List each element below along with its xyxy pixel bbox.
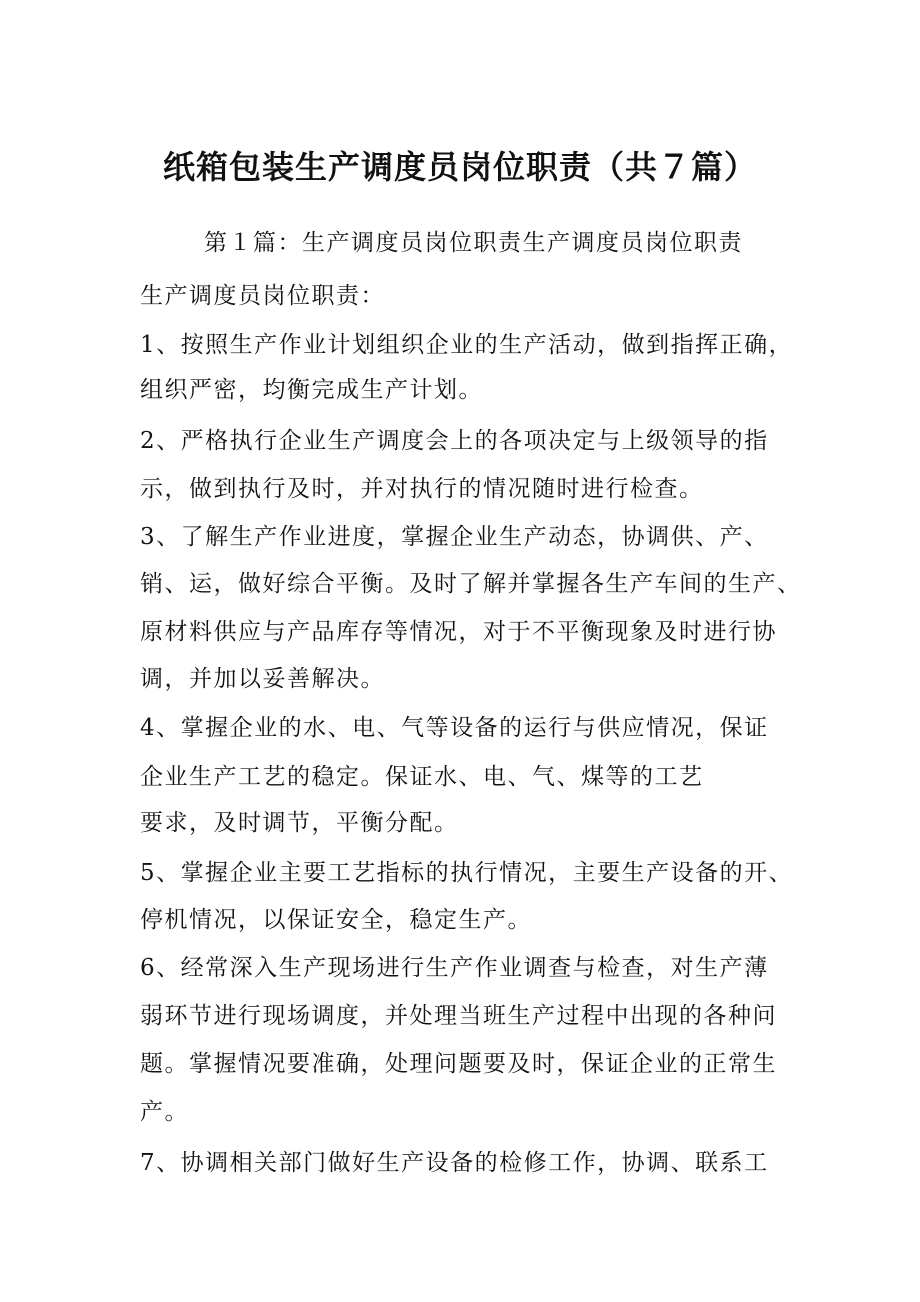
text-line: 原材料供应与产品库存等情况，对于不平衡现象及时进行协 — [140, 619, 777, 645]
text-line: 弱环节进行现场调度，并处理当班生产过程中出现的各种问 — [140, 1003, 777, 1029]
text-line: 调，并加以妥善解决。 — [140, 666, 385, 692]
text-line: 要求，及时调节，平衡分配。 — [140, 810, 459, 836]
text-line: 停机情况，以保证安全，稳定生产。 — [140, 907, 532, 933]
text-line: 5、掌握企业主要工艺指标的执行情况，主要生产设备的开、 — [140, 860, 794, 886]
text-line: 2、严格执行企业生产调度会上的各项决定与上级领导的指 — [140, 428, 769, 454]
text-line: 1、按照生产作业计划组织企业的生产活动，做到指挥正确， — [140, 332, 794, 358]
text-line: 题。掌握情况要准确，处理问题要及时，保证企业的正常生 — [140, 1051, 777, 1077]
text-line: 企业生产工艺的稳定。保证水、电、气、煤等的工艺 — [140, 764, 704, 790]
text-line: 7、协调相关部门做好生产设备的检修工作，协调、联系工 — [140, 1150, 769, 1176]
document-title: 纸箱包装生产调度员岗位职责（共７篇） — [162, 148, 757, 186]
text-line: 组织严密，均衡完成生产计划。 — [140, 377, 483, 403]
text-line: 销、运，做好综合平衡。及时了解并掌握各生产车间的生产、 — [140, 571, 802, 597]
text-line: 产。 — [140, 1099, 189, 1125]
chapter-heading: 第１篇：生产调度员岗位职责生产调度员岗位职责 — [204, 230, 743, 256]
text-line: 示，做到执行及时，并对执行的情况随时进行检查。 — [140, 476, 704, 502]
text-line: 3、了解生产作业进度，掌握企业生产动态，协调供、产、 — [140, 524, 769, 550]
section-heading: 生产调度员岗位职责： — [140, 283, 385, 309]
text-line: 4、掌握企业的水、电、气等设备的运行与供应情况，保证 — [140, 715, 769, 741]
text-line: 6、经常深入生产现场进行生产作业调查与检查，对生产薄 — [140, 955, 769, 981]
